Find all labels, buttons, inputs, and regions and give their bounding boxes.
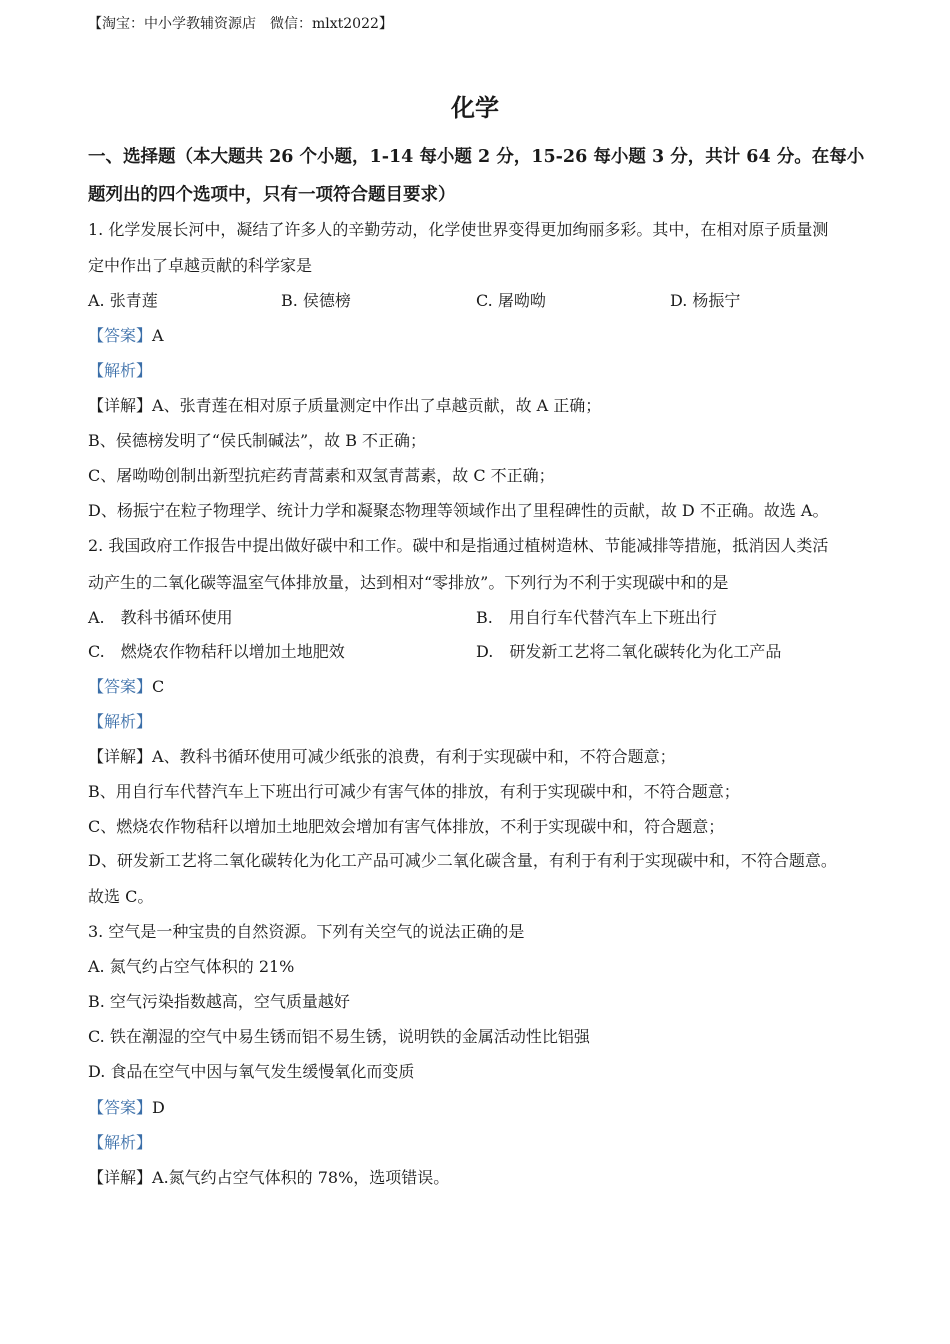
answer-tag: 【答案】: [88, 326, 153, 345]
q3-answer: [88, 1096, 165, 1120]
q1-detail-line-4: D、杨振宁在粒子物理学、统计力学和凝聚态物理等领域作出了里程碑性的贡献，故 D 不正确。故选 A。: [88, 501, 829, 520]
detail-text: A、教科书循环使用可减少纸张的浪费，有利于实现碳中和，不符合题意；: [152, 747, 676, 766]
q2-detail-line-5: 故选 C。: [88, 887, 154, 906]
answer-tag: 【答案】: [88, 1098, 153, 1117]
q3-stem-line-1: 3. 空气是一种宝贵的自然资源。下列有关空气的说法正确的是: [88, 922, 525, 941]
detail-text: A.氮气约占空气体积的 78%，选项错误。: [152, 1168, 450, 1187]
q1-stem-line-1: 1. 化学发展长河中，凝结了许多人的辛勤劳动，化学使世界变得更加绚丽多彩。其中，在相对原子质量测: [88, 220, 829, 239]
q2-detail-line-4: D、研发新工艺将二氧化碳转化为化工产品可减少二氧化碳含量，有利于有利于实现碳中和，不符合题意。: [88, 851, 837, 870]
q2-option-b: B. 用自行车代替汽车上下班出行: [476, 608, 717, 627]
q2-detail-line-3: C、燃烧农作物秸秆以增加土地肥效会增加有害气体排放，不利于实现碳中和，符合题意；: [88, 817, 725, 836]
answer-value: C: [152, 677, 165, 696]
q1-detail-line-1: [88, 394, 601, 418]
q1-option-d: D. 杨振宁: [670, 291, 741, 310]
q3-option-c: C. 铁在潮湿的空气中易生锈而铝不易生锈，说明铁的金属活动性比铝强: [88, 1027, 590, 1046]
q2-option-a: A. 教科书循环使用: [88, 608, 233, 627]
q3-option-d: D. 食品在空气中因与氧气发生缓慢氧化而变质: [88, 1062, 415, 1081]
q2-detail-line-1: [88, 745, 676, 769]
q1-detail-line-2: B、侯德榜发明了“侯氏制碱法”，故 B 不正确；: [88, 431, 427, 450]
answer-value: D: [152, 1098, 165, 1117]
q2-stem-line-1: 2. 我国政府工作报告中提出做好碳中和工作。碳中和是指通过植树造林、节能减排等措施，抵消因人类活: [88, 536, 829, 555]
q2-option-c: C. 燃烧农作物秸秆以增加土地肥效: [88, 642, 345, 661]
q1-stem-line-2: 定中作出了卓越贡献的科学家是: [88, 256, 313, 275]
q2-option-d: D. 研发新工艺将二氧化碳转化为化工产品: [476, 642, 782, 661]
q2-detail-line-2: B、用自行车代替汽车上下班出行可减少有害气体的排放，有利于实现碳中和，不符合题意；: [88, 782, 740, 801]
detail-tag: 【详解】: [88, 396, 153, 415]
q3-option-b: B. 空气污染指数越高，空气质量越好: [88, 992, 350, 1011]
q2-analysis-tag: 【解析】: [88, 712, 153, 731]
page-title: 化学: [451, 93, 499, 122]
section-heading: 一、选择题（本大题共 26 个小题，1-14 每小题 2 分，15-26 每小题 3 分，共计 64 分。在每小题列出的四个选项中，只有一项符合题目要求）: [88, 147, 865, 205]
q3-option-a: A. 氮气约占空气体积的 21%: [88, 957, 295, 976]
q1-option-b: B. 侯德榜: [281, 291, 351, 310]
q3-analysis-tag: 【解析】: [88, 1133, 153, 1152]
q2-stem-line-2: 动产生的二氧化碳等温室气体排放量，达到相对“零排放”。下列行为不利于实现碳中和的是: [88, 573, 729, 592]
page-header: 【淘宝：中小学教辅资源店 微信：mlxt2022】: [88, 16, 393, 32]
detail-text: A、张青莲在相对原子质量测定中作出了卓越贡献，故 A 正确；: [152, 396, 602, 415]
q1-option-a: A. 张青莲: [88, 291, 158, 310]
q3-detail-line-1: [88, 1166, 449, 1190]
q1-detail-line-3: C、屠呦呦创制出新型抗疟药青蒿素和双氢青蒿素，故 C 不正确；: [88, 466, 555, 485]
q2-answer: [88, 675, 164, 699]
q1-analysis-tag: 【解析】: [88, 361, 153, 380]
detail-tag: 【详解】: [88, 747, 153, 766]
answer-tag: 【答案】: [88, 677, 153, 696]
q1-option-c: C. 屠呦呦: [476, 291, 546, 310]
detail-tag: 【详解】: [88, 1168, 153, 1187]
answer-value: A: [152, 326, 164, 345]
q1-answer: [88, 324, 164, 348]
